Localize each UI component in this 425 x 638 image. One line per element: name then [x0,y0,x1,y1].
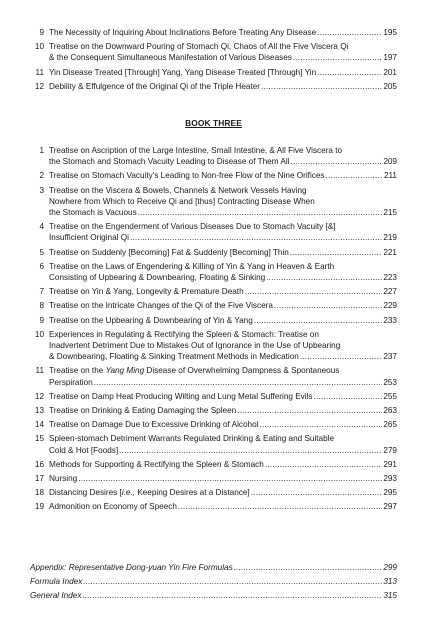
toc-entry-page-number: 263 [383,406,397,416]
toc-entry [30,145,397,167]
toc-entry-page-number: 291 [383,459,397,469]
toc-entry-body [49,185,397,219]
toc-entry-title: the Stomach and Stomach Vacuity Leading to Disease of Them All [49,157,290,167]
toc-entry-page-number: 227 [383,287,397,297]
toc-entry-leader-line [49,286,397,297]
dot-leader [317,27,382,38]
dot-leader [234,562,383,573]
dot-leader [94,377,383,388]
toc-entry-body [49,315,397,326]
toc-entry-title: Yin Disease Treated [Through] Yang, Yang Disease Treated [Through] Yin [49,67,317,77]
toc-entry-page-number: 299 [383,563,397,572]
toc-entry [30,300,397,311]
toc-entry-number: 8 [39,301,44,311]
dot-leader [82,590,382,601]
toc-entry-number: 6 [39,261,44,271]
toc-entry-title-line: Spleen-stomach Detriment Warrants Regulated Drinking & Eating and Suitable [49,434,335,444]
toc-entry [30,286,397,297]
toc-entry-title: Treatise on Suddenly [Becoming] Fat & Suddenly [Becoming] Thin [49,247,289,257]
toc-entry-title: Appendix: Representative Dong-yuan Yin Fire Formulas [30,563,233,572]
toc-entry-title-line: Inadvertent Detriment Due to Mistakes Out of Ignorance in the Use of Upbearing [49,341,341,351]
toc-entry-body [49,81,397,92]
toc-entry-page-number: 201 [383,67,397,77]
toc-entry [30,487,397,498]
toc-entry-number: 2 [39,171,44,181]
toc-entry-title: Perspiration [49,377,93,387]
toc-entry-page-number: 197 [383,53,397,63]
dot-leader [245,286,383,297]
toc-entry-page-number: 223 [383,273,397,283]
toc-entry-body [49,473,397,484]
toc-entry-number: 5 [39,247,44,257]
toc-entry-leader-line [49,445,397,456]
toc-entry-title: Treatise on Yin & Yang, Longevity & Premature Death [49,287,244,297]
toc-entry-leader-line [49,52,397,63]
toc-entry-number: 4 [39,222,44,232]
toc-entry-body [30,576,397,587]
toc-entry-leader-line [49,232,397,243]
toc-entry [30,221,397,243]
toc-entry-title-line: Treatise on the Laws of Engendering & Killing of Yin & Yang in Heaven & Earth [49,261,335,271]
toc-entry-title-line: Treatise on the Viscera & Bowels, Channels & Network Vessels Having [49,185,307,195]
toc-list-book-three [30,145,397,516]
toc-entry-body [49,170,397,181]
dot-leader [260,419,383,430]
dot-leader [254,315,383,326]
toc-entry [30,315,397,326]
toc-entry-page-number: 315 [383,591,397,601]
toc-entry-number: 7 [39,287,44,297]
toc-entry-title: Distancing Desires [i.e., Keeping Desires at a Distance] [49,488,250,498]
toc-entry [30,170,397,181]
toc-entry-page-number: 237 [383,352,397,362]
toc-entry-number: 16 [34,459,44,469]
toc-entry-page-number: 215 [383,208,397,218]
toc-entry-number: 12 [34,391,44,401]
dot-leader [130,232,382,243]
toc-entry-page-number: 221 [383,247,397,257]
toc-entry-title: General Index [30,591,82,601]
toc-entry-leader-line [49,351,397,362]
book-three-heading: BOOK THREE [185,118,242,128]
dot-leader [251,487,383,498]
dot-leader [317,67,382,78]
toc-entry [30,501,397,512]
toc-entry-title-line: Treatise on the Downward Pouring of Stomach Qi, Chaos of All the Five Viscera Qi [49,42,349,52]
toc-entry-page-number: 293 [383,474,397,484]
toc-entry-page-number: 229 [383,301,397,311]
toc-entry-title: Treatise on the Intricate Changes of the Qi of the Five Viscera [49,301,273,311]
toc-entry-leader-line [49,67,397,78]
toc-entry-body [49,391,397,402]
toc-entry [30,576,397,587]
toc-entry-body [49,365,397,387]
toc-entry-page-number: 205 [383,81,397,91]
toc-entry-title-line: Nowhere from Which to Receive Qi and [thus] Contracting Disease When [49,196,315,206]
toc-entry [30,590,397,601]
toc-entry [30,81,397,92]
toc-entry-number: 19 [34,502,44,512]
toc-entry-body [49,67,397,78]
toc-entry-body [49,501,397,512]
toc-entry-leader-line [49,207,397,218]
toc-entry-body [49,487,397,498]
toc-entry-number: 11 [35,67,44,77]
toc-entry-page-number: 219 [383,233,397,243]
toc-entry-leader-line [49,315,397,326]
toc-entry-body [49,433,397,455]
toc-entry-leader-line [49,487,397,498]
toc-list-continued [30,27,397,95]
toc-entry-body [30,562,397,573]
dot-leader [83,576,382,587]
dot-leader [266,272,382,283]
toc-entry-number: 9 [39,28,44,37]
toc-entry-body [30,590,397,601]
toc-entry-title: Formula Index [30,577,83,587]
toc-entry-body [49,221,397,243]
toc-entry-body [49,145,397,167]
toc-entry-page-number: 265 [383,420,397,430]
toc-entry-leader-line [49,272,397,283]
toc-entry-leader-line [49,405,397,416]
toc-entry [30,329,397,363]
toc-entry-body [49,286,397,297]
dot-leader [78,473,382,484]
dot-leader [237,405,382,416]
toc-entry-body [49,459,397,470]
toc-entry-body [49,419,397,430]
dot-leader [265,459,383,470]
toc-entry-number: 13 [34,406,44,416]
dot-leader [119,445,382,456]
toc-entry-title-line: Treatise on the Yang Ming Disease of Overwhelming Dampness & Spontaneous [49,366,340,376]
toc-entry-page-number: 295 [383,488,397,498]
toc-entry-title: Methods for Supporting & Rectifying the Spleen & Stomach [49,459,264,469]
toc-entry-leader-line [30,590,397,601]
dot-leader [290,247,382,258]
toc-entry-leader-line [49,473,397,484]
toc-entry-number: 12 [34,81,44,91]
toc-entry-number: 18 [34,488,44,498]
toc-entry-title: Treatise on Stomach Vacuity's Leading to Non-free Flow of the Nine Orifices [49,171,325,181]
toc-entry-body [49,41,397,63]
toc-entry-leader-line [49,156,397,167]
toc-entry-leader-line [49,27,397,38]
toc-entry [30,27,397,38]
toc-entry-leader-line [49,170,397,181]
toc-entry-leader-line [30,562,397,573]
toc-entry-title: The Necessity of Inquiring About Inclinations Before Treating Any Disease [49,28,317,37]
toc-entry-number: 14 [34,420,44,430]
toc-entry-title: Treatise on Damage Due to Excessive Drinking of Alcohol [49,420,259,430]
toc-entry [30,391,397,402]
toc-entry-title: Consisting of Upbearing & Downbearing, Floating & Sinking [49,273,266,283]
toc-entry-number: 15 [34,434,44,444]
toc-entry [30,247,397,258]
toc-entry-title-line: Treatise on Ascription of the Large Intestine, Small Intestine, & All Five Viscera to [49,146,343,155]
toc-entry-title: the Stomach is Vacuous [49,208,137,218]
toc-entry-body [49,27,397,38]
toc-entry-title: Nursing [49,474,78,484]
toc-entry-leader-line [49,391,397,402]
toc-entry-page-number: 313 [383,577,397,587]
toc-entry-leader-line [30,576,397,587]
toc-entry-title: Cold & Hot [Foods] [49,445,119,455]
toc-entry-leader-line [49,501,397,512]
toc-list-appendix [30,562,397,605]
dot-leader [326,170,383,181]
toc-entry-number: 3 [39,185,44,195]
toc-entry-number: 9 [39,315,44,325]
toc-entry-leader-line [49,300,397,311]
toc-entry [30,365,397,387]
toc-entry-leader-line [49,377,397,388]
toc-entry-body [49,300,397,311]
toc-entry-leader-line [49,247,397,258]
toc-entry-number: 10 [34,42,44,52]
toc-entry-leader-line [49,81,397,92]
toc-entry [30,433,397,455]
toc-entry-title: Treatise on Drinking & Eating Damaging the Spleen [49,406,237,416]
toc-entry [30,419,397,430]
toc-entry-page-number: 297 [383,502,397,512]
toc-entry-page-number: 253 [383,377,397,387]
toc-entry-leader-line [49,419,397,430]
toc-entry [30,185,397,219]
toc-entry-title: Treatise on Damp Heat Producing Wilting and Lung Metal Suffering Evils [49,391,313,401]
toc-entry-page-number: 233 [383,315,397,325]
toc-entry-title-line: Experiences in Regulating & Rectifying the Spleen & Stomach: Treatise on [49,329,319,339]
toc-entry-page-number: 255 [383,391,397,401]
toc-entry-title: Debility & Effulgence of the Original Qi of the Triple Heater [49,81,261,91]
toc-entry [30,261,397,283]
dot-leader [300,351,382,362]
toc-entry-number: 1 [39,146,44,155]
dot-leader [178,501,382,512]
dot-leader [261,81,382,92]
toc-entry [30,562,397,573]
dot-leader [290,156,382,167]
toc-entry-body [49,405,397,416]
toc-entry-number: 17 [34,474,44,484]
toc-entry [30,405,397,416]
toc-entry-title: Insufficient Original Qi [49,233,129,243]
toc-entry [30,459,397,470]
toc-entry-page-number: 209 [383,157,397,167]
toc-entry [30,41,397,63]
dot-leader [314,391,383,402]
toc-entry [30,67,397,78]
toc-entry-title: & the Consequent Simultaneous Manifestation of Various Diseases [49,53,292,63]
dot-leader [138,207,383,218]
toc-entry-body [49,329,397,363]
toc-entry-page-number: 195 [383,28,397,37]
toc-entry-number: 11 [35,366,44,376]
toc-entry-page-number: 279 [383,445,397,455]
dot-leader [293,52,382,63]
toc-entry-number: 10 [34,329,44,339]
dot-leader [274,300,382,311]
toc-entry-title-line: Treatise on the Engenderment of Various Diseases Due to Stomach Vacuity [&] [49,222,336,232]
toc-entry-body [49,247,397,258]
toc-entry [30,473,397,484]
toc-entry-title: Treatise on the Upbearing & Downbearing of Yin & Yang [49,315,253,325]
toc-entry-title: Admonition on Economy of Speech [49,502,177,512]
toc-entry-page-number: 211 [383,171,397,181]
toc-entry-title: & Downbearing, Floating & Sinking Treatment Methods in Medication [49,352,299,362]
toc-entry-leader-line [49,459,397,470]
toc-entry-body [49,261,397,283]
